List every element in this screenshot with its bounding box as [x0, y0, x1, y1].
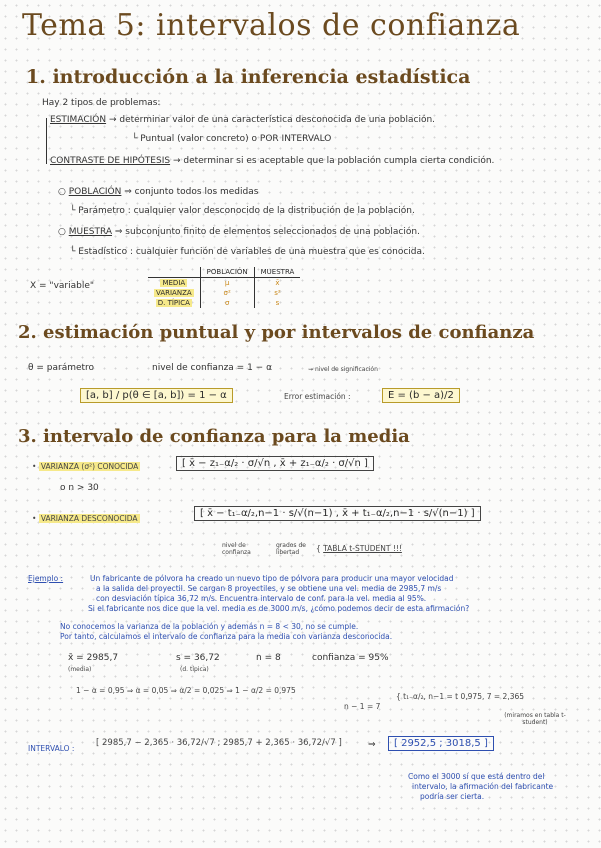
estimacion-sub-text: Puntual (valor concreto) o POR INTERVALO	[140, 134, 332, 144]
section-1-heading: 1. introducción a la inferencia estadística	[26, 66, 471, 88]
muestra-text: subconjunto finito de elementos seleccionados de una población.	[125, 227, 420, 237]
estadistico-line: └ Estadístico : cualquier función de variables de una muestra que es conocida.	[70, 247, 425, 257]
concl-line3: podría ser cierta.	[420, 792, 485, 801]
nivel-text: nivel de confianza = 1 − α	[152, 363, 273, 373]
var-desconocida-label: VARIANZA DESCONOCIDA	[40, 514, 138, 523]
table-header-row	[148, 267, 300, 278]
tabla-label: TABLA t-STUDENT !!!	[323, 544, 402, 553]
table-cell: σ²	[200, 288, 254, 298]
intervalo-label: INTERVALO :	[28, 744, 75, 753]
muestra-label: MUESTRA	[68, 227, 113, 237]
table-cell: VARIANZA	[156, 289, 192, 297]
s-value: s = 36,72	[176, 653, 220, 663]
table-cell: x̄	[254, 278, 300, 289]
table-row	[148, 298, 300, 308]
param-table	[148, 267, 300, 308]
sol-line1: No conocemos la varianza de la población y además n = 8 < 30, no se cumple.	[60, 622, 359, 631]
intervalo-expr: [ 2985,7 − 2,365 · 36,72/√7 ; 2985,7 + 2,365 · 36,72/√7 ]	[96, 738, 342, 748]
x-variable: X = "variable"	[30, 281, 95, 291]
table-row	[148, 288, 300, 298]
calc-line1: 1 − α = 0,95 ⇒ α = 0,05 ⇒ α/2 = 0,025 ⇒ 1 − α/2 = 0,975	[76, 686, 296, 695]
ejemplo-line3: con desviación típica 36,72 m/s. Encuentra intervalo de conf. para la vel. media al 95%.	[96, 594, 427, 603]
table-cell: μ	[200, 278, 254, 289]
formula-known: [ x̄ − z₁₋α/₂ · σ/√n , x̄ + z₁₋α/₂ · σ/√n ]	[176, 456, 374, 471]
var-conocida: • VARIANZA (σ²) CONOCIDA	[32, 462, 139, 471]
ejemplo-title: Ejemplo :	[28, 574, 64, 583]
var-conocida-label: VARIANZA (σ²) CONOCIDA	[40, 462, 139, 471]
table-cell: s	[254, 298, 300, 308]
concl-line1: Como el 3000 sí que está dentro del	[408, 772, 545, 781]
contraste-text: determinar si es aceptable que la población cumpla cierta condición.	[183, 156, 495, 166]
ejemplo-line2: a la salida del proyectil. Se cargan 8 proyectiles, y se obtiene una vel. media de 2985,7 m/s	[96, 584, 442, 593]
poblacion-line: ○ POBLACIÓN ⇒ conjunto todos los medidas	[58, 187, 259, 197]
n-value: n = 8	[256, 653, 281, 663]
n30-text: o n > 30	[60, 483, 99, 493]
tabla-note: { TABLA t-STUDENT !!!	[316, 544, 402, 553]
grados-note: grados de libertad	[276, 542, 306, 556]
t-expr: { t₁₋α/₂, n−1 = t 0,975, 7 = 2,365	[396, 692, 525, 701]
arrow-icon: ⇒	[368, 740, 376, 750]
table-cell: D. TÍPICA	[157, 299, 190, 307]
result-box: [ 2952,5 ; 3018,5 ]	[388, 736, 494, 751]
conf-value: confianza = 95%	[312, 653, 389, 663]
prob-formula: [a, b] / p(θ ∈ [a, b]) = 1 − α	[80, 388, 233, 403]
estimacion-sub: └ Puntual (valor concreto) o POR INTERVALO	[132, 134, 332, 144]
estimacion-label: ESTIMACIÓN	[50, 115, 107, 125]
estadistico-text: Estadístico : cualquier función de variables de una muestra que es conocida.	[78, 247, 425, 257]
error-label: Error estimación :	[284, 392, 351, 401]
contraste-label: CONTRASTE DE HIPÓTESIS	[50, 156, 171, 166]
t-note: (miramos en tabla t-student)	[504, 712, 566, 726]
ejemplo-line4: Si el fabricante nos dice que la vel. media es de 3000 m/s, ¿cómo podemos decir de esta afirmación?	[88, 604, 470, 613]
ejemplo-label	[28, 574, 63, 583]
section-2-heading: 2. estimación puntual y por intervalos de confianza	[18, 322, 535, 343]
xbar-value: x̄ = 2985,7	[68, 653, 119, 663]
poblacion-label: POBLACIÓN	[68, 187, 122, 197]
var-desconocida: • VARIANZA DESCONOCIDA	[32, 514, 138, 523]
parametro-text: Parámetro : cualquier valor desconocido de la distribución de la población.	[78, 206, 415, 216]
t-expr-text: t₁₋α/₂, n−1 = t 0,975, 7 = 2,365	[403, 692, 525, 701]
table-row	[148, 278, 300, 289]
parametro-line: └ Parámetro : cualquier valor desconocido de la distribución de la población.	[70, 206, 415, 216]
signif-label: nivel de significación	[314, 366, 378, 373]
s-note: (d. típica)	[180, 666, 209, 673]
table-cell: MEDIA	[162, 279, 186, 287]
poblacion-text: conjunto todos los medidas	[134, 187, 259, 197]
theta-text: θ = parámetro	[28, 363, 95, 373]
table-cell: σ	[200, 298, 254, 308]
estimacion-text: determinar valor de una característica desconocida de una población.	[119, 115, 436, 125]
section-3-heading: 3. intervalo de confianza para la media	[18, 426, 410, 447]
media-note: (media)	[68, 666, 92, 673]
intro-text: Hay 2 tipos de problemas:	[42, 98, 161, 108]
nivel-conf-note: nivel de confianza	[222, 542, 251, 556]
calc-line2: n − 1 = 7	[344, 702, 381, 711]
signif-text: ⇝ nivel de significación	[308, 366, 378, 373]
sol-line2: Por tanto, calculamos el intervalo de confianza para la media con varianza desconocida.	[60, 632, 393, 641]
muestra-line: ○ MUESTRA ⇒ subconjunto finito de elementos seleccionados de una población.	[58, 227, 420, 237]
concl-line2: intervalo, la afirmación del fabricante	[412, 782, 554, 791]
estimacion-line: ESTIMACIÓN → determinar valor de una característica desconocida de una población.	[50, 115, 436, 125]
formula-unknown: [ x̄ − t₁₋α/₂,n−1 · s/√(n−1) , x̄ + t₁₋α/₂,n−1 · s/√(n−1) ]	[194, 506, 481, 521]
ejemplo-line1: Un fabricante de pólvora ha creado un nuevo tipo de pólvora para producir una mayor velocidad	[90, 574, 454, 583]
contraste-line: CONTRASTE DE HIPÓTESIS → determinar si es aceptable que la población cumpla cierta condición.	[50, 156, 495, 166]
error-formula: E = (b − a)/2	[382, 388, 460, 403]
table-cell: s²	[254, 288, 300, 298]
table-header: POBLACIÓN	[200, 267, 254, 278]
page-title: Tema 5: intervalos de confianza	[22, 8, 521, 43]
table-header: MUESTRA	[254, 267, 300, 278]
